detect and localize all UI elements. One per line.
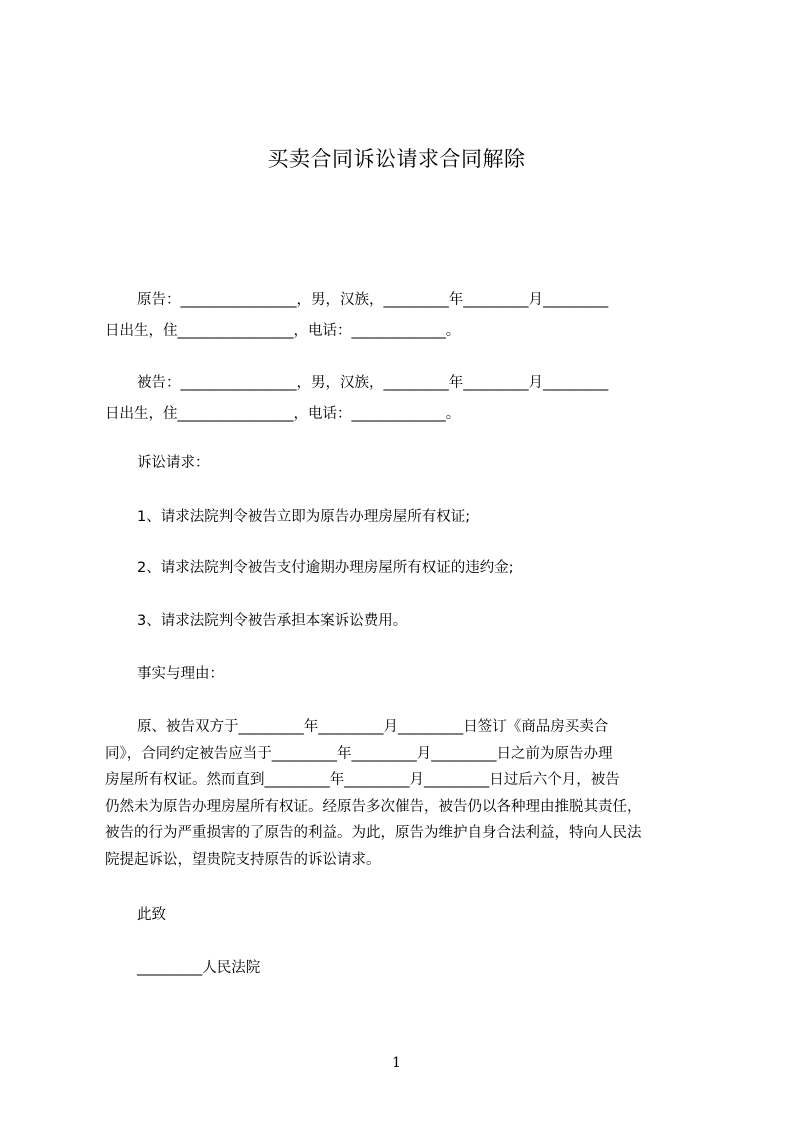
facts-line-3: 房屋所有权证。然而直到_________年_________月_________日过后六个月，被告 [105, 772, 620, 788]
court-name: _________人民法院 [137, 960, 261, 976]
closing-salutation: 此致 [137, 907, 166, 923]
claim-item-2: 2、请求法院判令被告支付逾期办理房屋所有权证的违约金; [137, 560, 514, 576]
page-number: 1 [392, 1055, 401, 1071]
facts-heading: 事实与理由： [137, 666, 224, 682]
page-title: 买卖合同诉讼请求合同解除 [267, 147, 526, 171]
facts-line-1: 原、被告双方于_________年_________月_________日签订《商品房买卖合 [137, 719, 609, 735]
plaintiff-line-2: 日出生，住________________，电话：_____________。 [105, 323, 461, 339]
defendant-line-1: 被告：________________，男，汉族，_________年_________月_________ [137, 375, 609, 391]
defendant-line-2: 日出生，住________________，电话：_____________。 [105, 406, 461, 422]
facts-line-2: 同》，合同约定被告应当于_________年_________月_________日之前为原告办理 [105, 745, 613, 762]
facts-line-5: 被告的行为严重损害的了原告的利益。为此，原告为维护自身合法利益，特向人民法 [105, 825, 642, 841]
facts-line-6: 院提起诉讼，望贵院支持原告的诉讼请求。 [105, 851, 381, 868]
defendant-info [105, 371, 701, 427]
claims-heading: 诉讼请求： [137, 455, 210, 471]
claim-item-1: 1、请求法院判令被告立即为原告办理房屋所有权证; [137, 509, 471, 525]
facts-line-4: 仍然未为原告办理房屋所有权证。经原告多次催告，被告仍以各种理由推脱其责任， [105, 798, 642, 815]
plaintiff-line-1: 原告：________________，男，汉族，_________年_________月_________ [137, 292, 609, 308]
facts-paragraph [105, 714, 701, 873]
plaintiff-info [105, 288, 701, 344]
claim-item-3: 3、请求法院判令被告承担本案诉讼费用。 [137, 613, 408, 629]
